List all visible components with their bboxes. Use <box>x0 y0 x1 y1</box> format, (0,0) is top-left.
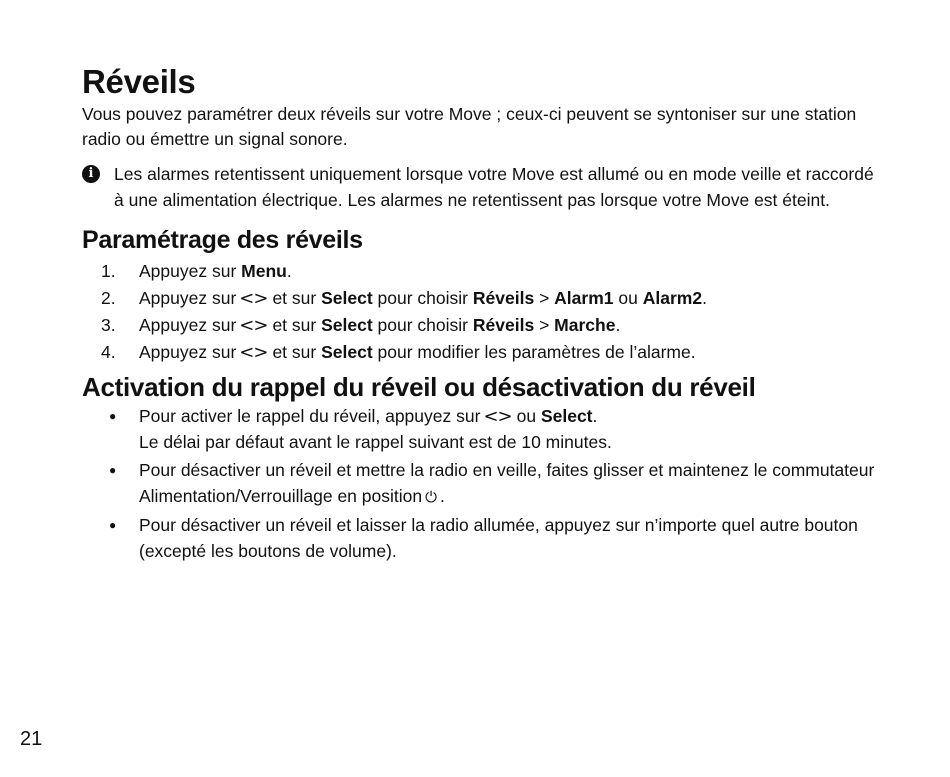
left-right-arrows-icon: <> <box>239 288 268 309</box>
left-right-arrows-icon: <> <box>239 315 268 336</box>
page-title: Réveils <box>82 63 196 100</box>
list-item: 1. Appuyez sur Menu. <box>101 261 292 281</box>
snooze-bullets <box>82 404 882 564</box>
info-icon: i <box>82 165 100 183</box>
info-note <box>82 161 882 213</box>
list-item: ● Pour activer le rappel du réveil, appuyez sur <> ou Select. Le délai par défaut avant le rappel suivant est de 10 minutes. <box>82 404 882 455</box>
info-note-text: Les alarmes retentissent uniquement lorsque votre Move est allumé ou en mode veille et raccordé à une alimentation électrique. Les alarmes ne retentissent pas lorsque votre Move est éteint. <box>114 164 874 210</box>
setup-steps <box>82 258 882 366</box>
page-number: 21 <box>20 728 43 750</box>
list-item: ● Pour désactiver un réveil et laisser la radio allumée, appuyez sur n’importe quel autre bouton (excepté les boutons de volume). <box>82 513 882 564</box>
section-heading-setup: Paramétrage des réveils <box>82 226 363 254</box>
power-icon: ⏻ <box>425 487 437 506</box>
bullet-icon: ● <box>109 463 117 477</box>
list-item: ● Pour désactiver un réveil et mettre la radio en veille, faites glisser et maintenez le commutateur Alimentation/Verrouillage en position ⏻ . <box>82 458 882 510</box>
section-heading-snooze: Activation du rappel du réveil ou désactivation du réveil <box>82 372 756 402</box>
list-item: 4. Appuyez sur <> et sur Select pour modifier les paramètres de l’alarme. <box>101 342 696 363</box>
left-right-arrows-icon: <> <box>483 406 512 427</box>
intro-text: Vous pouvez paramétrer deux réveils sur votre Move ; ceux-ci peuvent se syntoniser sur une station radio ou émettre un signal sonore. <box>82 104 857 149</box>
page-content <box>82 62 882 567</box>
list-item: 3. Appuyez sur <> et sur Select pour choisir Réveils > Marche. <box>101 315 621 336</box>
left-right-arrows-icon: <> <box>239 342 268 363</box>
list-item: 2. Appuyez sur <> et sur Select pour choisir Réveils > Alarm1 ou Alarm2. <box>101 288 707 309</box>
bullet-icon: ● <box>109 409 117 423</box>
bullet-icon: ● <box>109 518 117 532</box>
